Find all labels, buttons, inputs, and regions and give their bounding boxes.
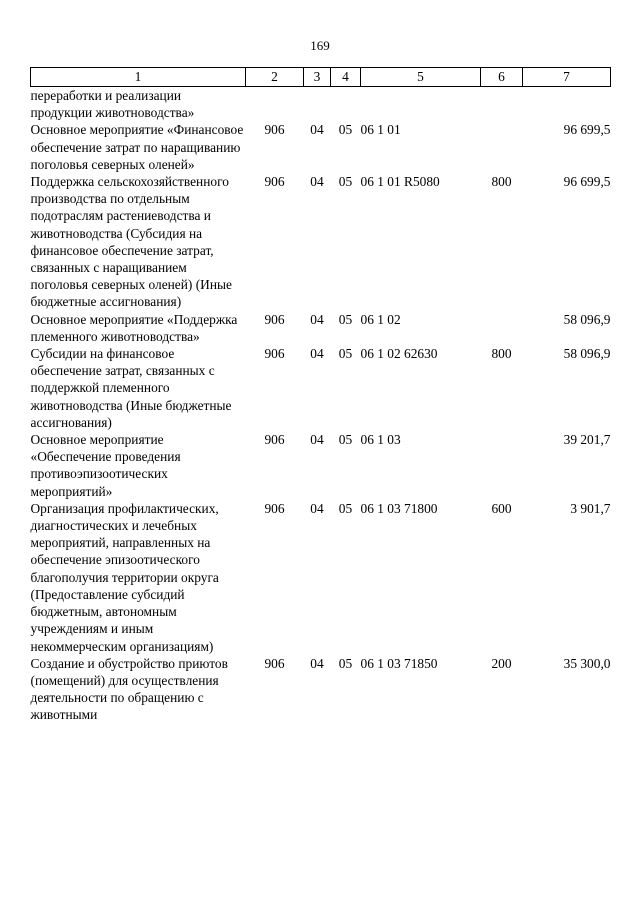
- row-section: 04: [310, 122, 324, 138]
- row-section: 04: [310, 346, 324, 362]
- row-amount: 58 096,9: [563, 311, 611, 327]
- row-name: Поддержка сельскохозяйственного производства по отдельным подотраслям растениеводства и животноводства (Субсидия на финансовое обеспечение затрат, связанных с наращиванием поголовья северных оленей) (Иные бюджетные ассигнования): [30, 174, 232, 310]
- row-target-article: 06 1 02 62630: [360, 346, 438, 362]
- row-target-article: 06 1 03: [360, 432, 401, 448]
- row-subsection: 05: [338, 122, 353, 138]
- row-grbs: 906: [264, 655, 285, 671]
- row-section: 04: [310, 655, 324, 671]
- row-target-article: 06 1 03 71850: [360, 655, 438, 671]
- row-grbs: 906: [264, 311, 285, 327]
- table-row: [31, 173, 611, 311]
- row-section: 04: [310, 432, 324, 448]
- row-expense-type: [481, 87, 523, 122]
- row-name: переработки и реализации продукции животноводства»: [30, 88, 195, 121]
- row-amount: 96 699,5: [563, 174, 611, 190]
- row-section: 04: [310, 174, 324, 190]
- row-section: 04: [310, 500, 324, 516]
- row-target-article: 06 1 01: [360, 122, 401, 138]
- row-target-article: [361, 87, 481, 122]
- row-name: Субсидии на финансовое обеспечение затрат, связанных с поддержкой племенного животноводства (Иные бюджетные ассигнования): [30, 346, 232, 430]
- row-subsection: 05: [338, 500, 353, 516]
- row-amount: 39 201,7: [563, 432, 611, 448]
- row-subsection: 05: [338, 174, 353, 190]
- row-expense-type: 800: [491, 346, 512, 362]
- row-expense-type: [481, 431, 523, 500]
- row-grbs: 906: [264, 432, 285, 448]
- table-row: [31, 87, 611, 122]
- header-row: [31, 68, 611, 87]
- header-col-1: 1: [31, 68, 246, 87]
- row-expense-type: 200: [491, 655, 512, 671]
- row-section: [304, 87, 331, 122]
- row-subsection: 05: [338, 346, 353, 362]
- header-col-3: 3: [304, 68, 331, 87]
- row-section: 04: [310, 311, 324, 327]
- row-name: Основное мероприятие «Поддержка племенного животноводства»: [30, 311, 238, 344]
- header-col-6: 6: [481, 68, 523, 87]
- row-target-article: 06 1 02: [360, 311, 401, 327]
- row-subsection: 05: [338, 655, 353, 671]
- row-target-article: 06 1 01 R5080: [360, 174, 440, 190]
- header-col-4: 4: [331, 68, 361, 87]
- header-col-2: 2: [246, 68, 304, 87]
- budget-table: [30, 67, 611, 724]
- page-number: 169: [310, 38, 330, 53]
- row-grbs: 906: [264, 122, 285, 138]
- row-grbs: 906: [264, 174, 285, 190]
- table-row: [31, 500, 611, 655]
- row-grbs: 906: [264, 346, 285, 362]
- row-subsection: 05: [338, 432, 353, 448]
- row-expense-type: 800: [491, 174, 512, 190]
- row-subsection: [331, 87, 361, 122]
- row-amount: 96 699,5: [563, 122, 611, 138]
- row-amount: [523, 87, 611, 122]
- row-target-article: 06 1 03 71800: [360, 500, 438, 516]
- row-amount: 35 300,0: [563, 655, 611, 671]
- row-subsection: 05: [338, 311, 353, 327]
- row-name: Основное мероприятие «Обеспечение проведения противоэпизоотических мероприятий»: [30, 432, 181, 499]
- row-amount: 3 901,7: [570, 500, 611, 516]
- row-expense-type: [481, 311, 523, 345]
- row-name: Создание и обустройство приютов (помещений) для осуществления деятельности по обращению с животными: [30, 655, 228, 723]
- table-row: [31, 311, 611, 345]
- row-grbs: [246, 87, 304, 122]
- table-row: [31, 121, 611, 173]
- row-grbs: 906: [264, 500, 285, 516]
- row-name: Основное мероприятие «Финансовое обеспечение затрат по наращиванию поголовья северных оленей»: [30, 122, 244, 172]
- table-row: [31, 345, 611, 431]
- row-expense-type: [481, 121, 523, 173]
- header-col-7: 7: [523, 68, 611, 87]
- header-col-5: 5: [361, 68, 481, 87]
- row-expense-type: 600: [491, 500, 512, 516]
- row-name: Организация профилактических, диагностических и лечебных мероприятий, направленных на обеспечение эпизоотического благополучия территории округа (Предоставление субсидий бюджетным, автономным учреждениям и иным некоммерческим организациям): [30, 500, 219, 654]
- table-row: [31, 431, 611, 500]
- table-row: [31, 655, 611, 724]
- row-amount: 58 096,9: [563, 346, 611, 362]
